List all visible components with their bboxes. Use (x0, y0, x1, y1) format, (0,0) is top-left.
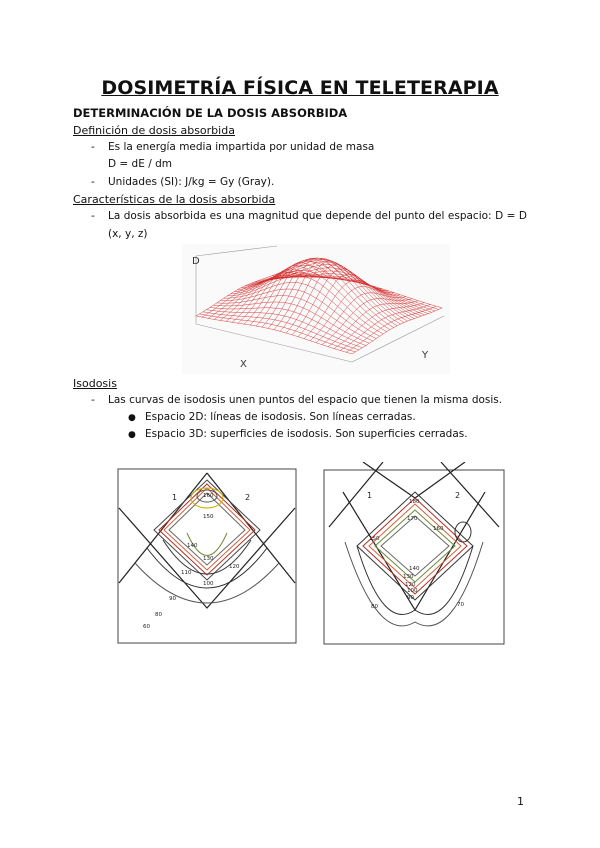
svg-text:70: 70 (457, 602, 464, 608)
dose-surface-plot (182, 244, 450, 374)
beam-label-1: 1 (367, 491, 373, 500)
svg-text:90: 90 (407, 595, 414, 601)
svg-text:140: 140 (187, 543, 198, 549)
svg-text:140: 140 (409, 566, 420, 572)
beam-label-2: 2 (245, 493, 251, 502)
svg-text:90: 90 (169, 596, 176, 602)
definition-item-2: Unidades (SI): J/kg = Gy (Gray). (108, 176, 275, 188)
definition-item-1: Es la energía media impartida por unidad de masa (108, 141, 375, 153)
z-axis-label: D (192, 256, 200, 267)
svg-text:80: 80 (155, 612, 162, 618)
isodose-item-1: Las curvas de isodosis unen puntos del espacio que tienen la misma dosis. (108, 394, 503, 406)
svg-text:160: 160 (433, 526, 444, 532)
isodose-heading: Isodosis (73, 377, 117, 390)
dose-formula: D = dE / dm (108, 158, 172, 170)
svg-text:130: 130 (203, 556, 214, 562)
svg-text:100: 100 (407, 588, 418, 594)
y-axis-label: Y (422, 350, 429, 361)
definition-heading: Definición de dosis absorbida (73, 124, 235, 137)
plot-background (182, 244, 450, 374)
svg-text:170: 170 (407, 516, 418, 522)
beam-label-2: 2 (455, 491, 461, 500)
x-axis-label: X (240, 359, 247, 370)
dash-marker: - (91, 210, 95, 222)
dash-marker: - (91, 394, 95, 406)
bullet-marker: ● (128, 413, 136, 423)
svg-text:110: 110 (181, 570, 192, 576)
page-title: DOSIMETRÍA FÍSICA EN TELETERAPIA (101, 77, 499, 99)
svg-text:60: 60 (143, 624, 150, 630)
characteristics-item-1-cont: (x, y, z) (108, 228, 148, 240)
svg-text:150: 150 (203, 514, 214, 520)
section-heading: DETERMINACIÓN DE LA DOSIS ABSORBIDA (73, 106, 348, 120)
dash-marker: - (91, 141, 95, 153)
svg-text:150: 150 (369, 536, 380, 542)
svg-text:130: 130 (403, 574, 414, 580)
page-number: 1 (517, 795, 524, 808)
dash-marker: - (91, 176, 95, 188)
svg-text:120: 120 (405, 582, 416, 588)
isodose-figure-right (323, 462, 505, 646)
figure-frame (324, 470, 504, 644)
svg-text:80: 80 (371, 604, 378, 610)
bullet-marker: ● (128, 430, 136, 440)
isodose-bullet-3d: Espacio 3D: superficies de isodosis. Son superficies cerradas. (145, 428, 468, 440)
svg-text:120: 120 (229, 564, 240, 570)
isodose-bullet-2d: Espacio 2D: líneas de isodosis. Son líneas cerradas. (145, 411, 416, 423)
isodose-figure-left (117, 468, 297, 644)
svg-text:160: 160 (203, 493, 214, 499)
characteristics-heading: Características de la dosis absorbida (73, 193, 276, 206)
beam-label-1: 1 (172, 493, 178, 502)
svg-text:180: 180 (409, 499, 420, 505)
characteristics-item-1: La dosis absorbida es una magnitud que depende del punto del espacio: D = D (108, 210, 527, 222)
svg-text:100: 100 (203, 581, 214, 587)
